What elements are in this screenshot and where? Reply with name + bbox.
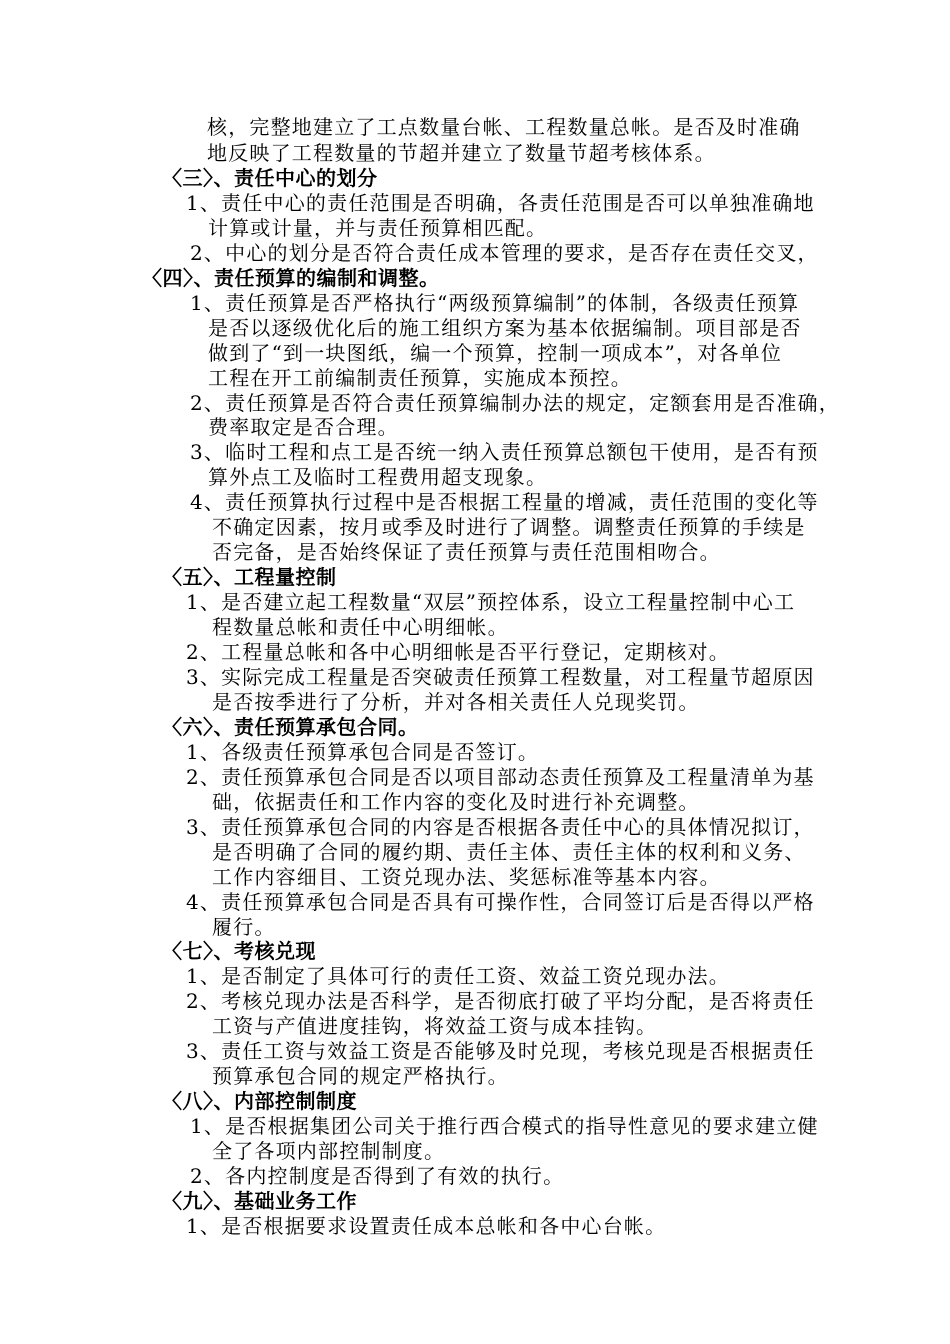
text-line: 3、责任预算承包合同的内容是否根据各责任中心的具体情况拟订， xyxy=(186,815,815,839)
text-line: 1、责任中心的责任范围是否明确，各责任范围是否可以单独准确地 xyxy=(186,191,815,215)
text-line: 工作内容细目、工资兑现办法、奖惩标准等基本内容。 xyxy=(212,865,721,889)
text-line: 2、中心的划分是否符合责任成本管理的要求，是否存在责任交叉， xyxy=(190,241,819,265)
text-line: 2、工程量总帐和各中心明细帐是否平行登记，定期核对。 xyxy=(186,640,730,664)
text-line: 2、考核兑现办法是否科学，是否彻底打破了平均分配，是否将责任 xyxy=(186,989,815,1013)
text-line: 2、责任预算承包合同是否以项目部动态责任预算及工程量清单为基 xyxy=(186,765,815,789)
text-line: 全了各项内部控制制度。 xyxy=(212,1139,446,1163)
text-line: 1、是否根据集团公司关于推行西合模式的指导性意见的要求建立健 xyxy=(190,1114,819,1138)
section-heading: 〈三〉、责任中心的划分 xyxy=(162,166,378,190)
text-line: 是否明确了合同的履约期、责任主体、责任主体的权利和义务、 xyxy=(212,840,806,864)
text-line: 费率取定是否合理。 xyxy=(208,415,399,439)
text-line: 地反映了工程数量的节超并建立了数量节超考核体系。 xyxy=(207,141,716,165)
text-line: 2、各内控制度是否得到了有效的执行。 xyxy=(190,1164,565,1188)
text-line: 是否按季进行了分析，并对各相关责任人兑现奖罚。 xyxy=(212,690,700,714)
section-heading: 〈四〉、责任预算的编制和调整。 xyxy=(142,266,440,290)
text-line: 1、责任预算是否严格执行“两级预算编制”的体制，各级责任预算 xyxy=(190,291,800,315)
text-line: 核，完整地建立了工点数量台帐、工程数量总帐。是否及时准确 xyxy=(207,115,801,139)
text-line: 是否以逐级优化后的施工组织方案为基本依据编制。项目部是否 xyxy=(208,316,802,340)
text-line: 1、是否制定了具体可行的责任工资、效益工资兑现办法。 xyxy=(186,964,730,988)
text-line: 预算承包合同的规定严格执行。 xyxy=(212,1064,509,1088)
text-line: 3、实际完成工程量是否突破责任预算工程数量，对工程量节超原因 xyxy=(186,665,815,689)
text-line: 做到了“到一块图纸，编一个预算，控制一项成本”，对各单位 xyxy=(208,341,783,365)
section-heading: 〈八〉、内部控制制度 xyxy=(162,1089,357,1113)
text-line: 不确定因素，按月或季及时进行了调整。调整责任预算的手续是 xyxy=(212,515,806,539)
text-line: 2、责任预算是否符合责任预算编制办法的规定，定额套用是否准确， xyxy=(190,391,840,415)
text-line: 3、临时工程和点工是否统一纳入责任预算总额包干使用，是否有预 xyxy=(190,440,819,464)
section-heading: 〈九〉、基础业务工作 xyxy=(162,1189,357,1213)
text-line: 础，依据责任和工作内容的变化及时进行补充调整。 xyxy=(212,790,700,814)
text-line: 3、责任工资与效益工资是否能够及时兑现，考核兑现是否根据责任 xyxy=(186,1039,815,1063)
text-line: 否完备，是否始终保证了责任预算与责任范围相吻合。 xyxy=(212,540,721,564)
text-line: 1、是否建立起工程数量“双层”预控体系，设立工程量控制中心工 xyxy=(186,590,796,614)
section-heading: 〈五〉、工程量控制 xyxy=(162,565,337,589)
section-heading: 〈六〉、责任预算承包合同。 xyxy=(162,715,419,739)
text-line: 4、责任预算执行过程中是否根据工程量的增减，责任范围的变化等 xyxy=(190,490,819,514)
section-heading: 〈七〉、考核兑现 xyxy=(162,939,316,963)
text-line: 算外点工及临时工程费用超支现象。 xyxy=(208,465,548,489)
text-line: 工程在开工前编制责任预算，实施成本预控。 xyxy=(208,366,632,390)
text-line: 工资与产值进度挂钩，将效益工资与成本挂钩。 xyxy=(212,1014,658,1038)
text-line: 计算或计量，并与责任预算相匹配。 xyxy=(208,216,548,240)
text-line: 1、是否根据要求设置责任成本总帐和各中心台帐。 xyxy=(186,1214,667,1238)
text-line: 履行。 xyxy=(212,915,276,939)
text-line: 4、责任预算承包合同是否具有可操作性，合同签订后是否得以严格 xyxy=(186,890,815,914)
text-line: 程数量总帐和责任中心明细帐。 xyxy=(212,615,509,639)
text-line: 1、各级责任预算承包合同是否签订。 xyxy=(186,740,540,764)
